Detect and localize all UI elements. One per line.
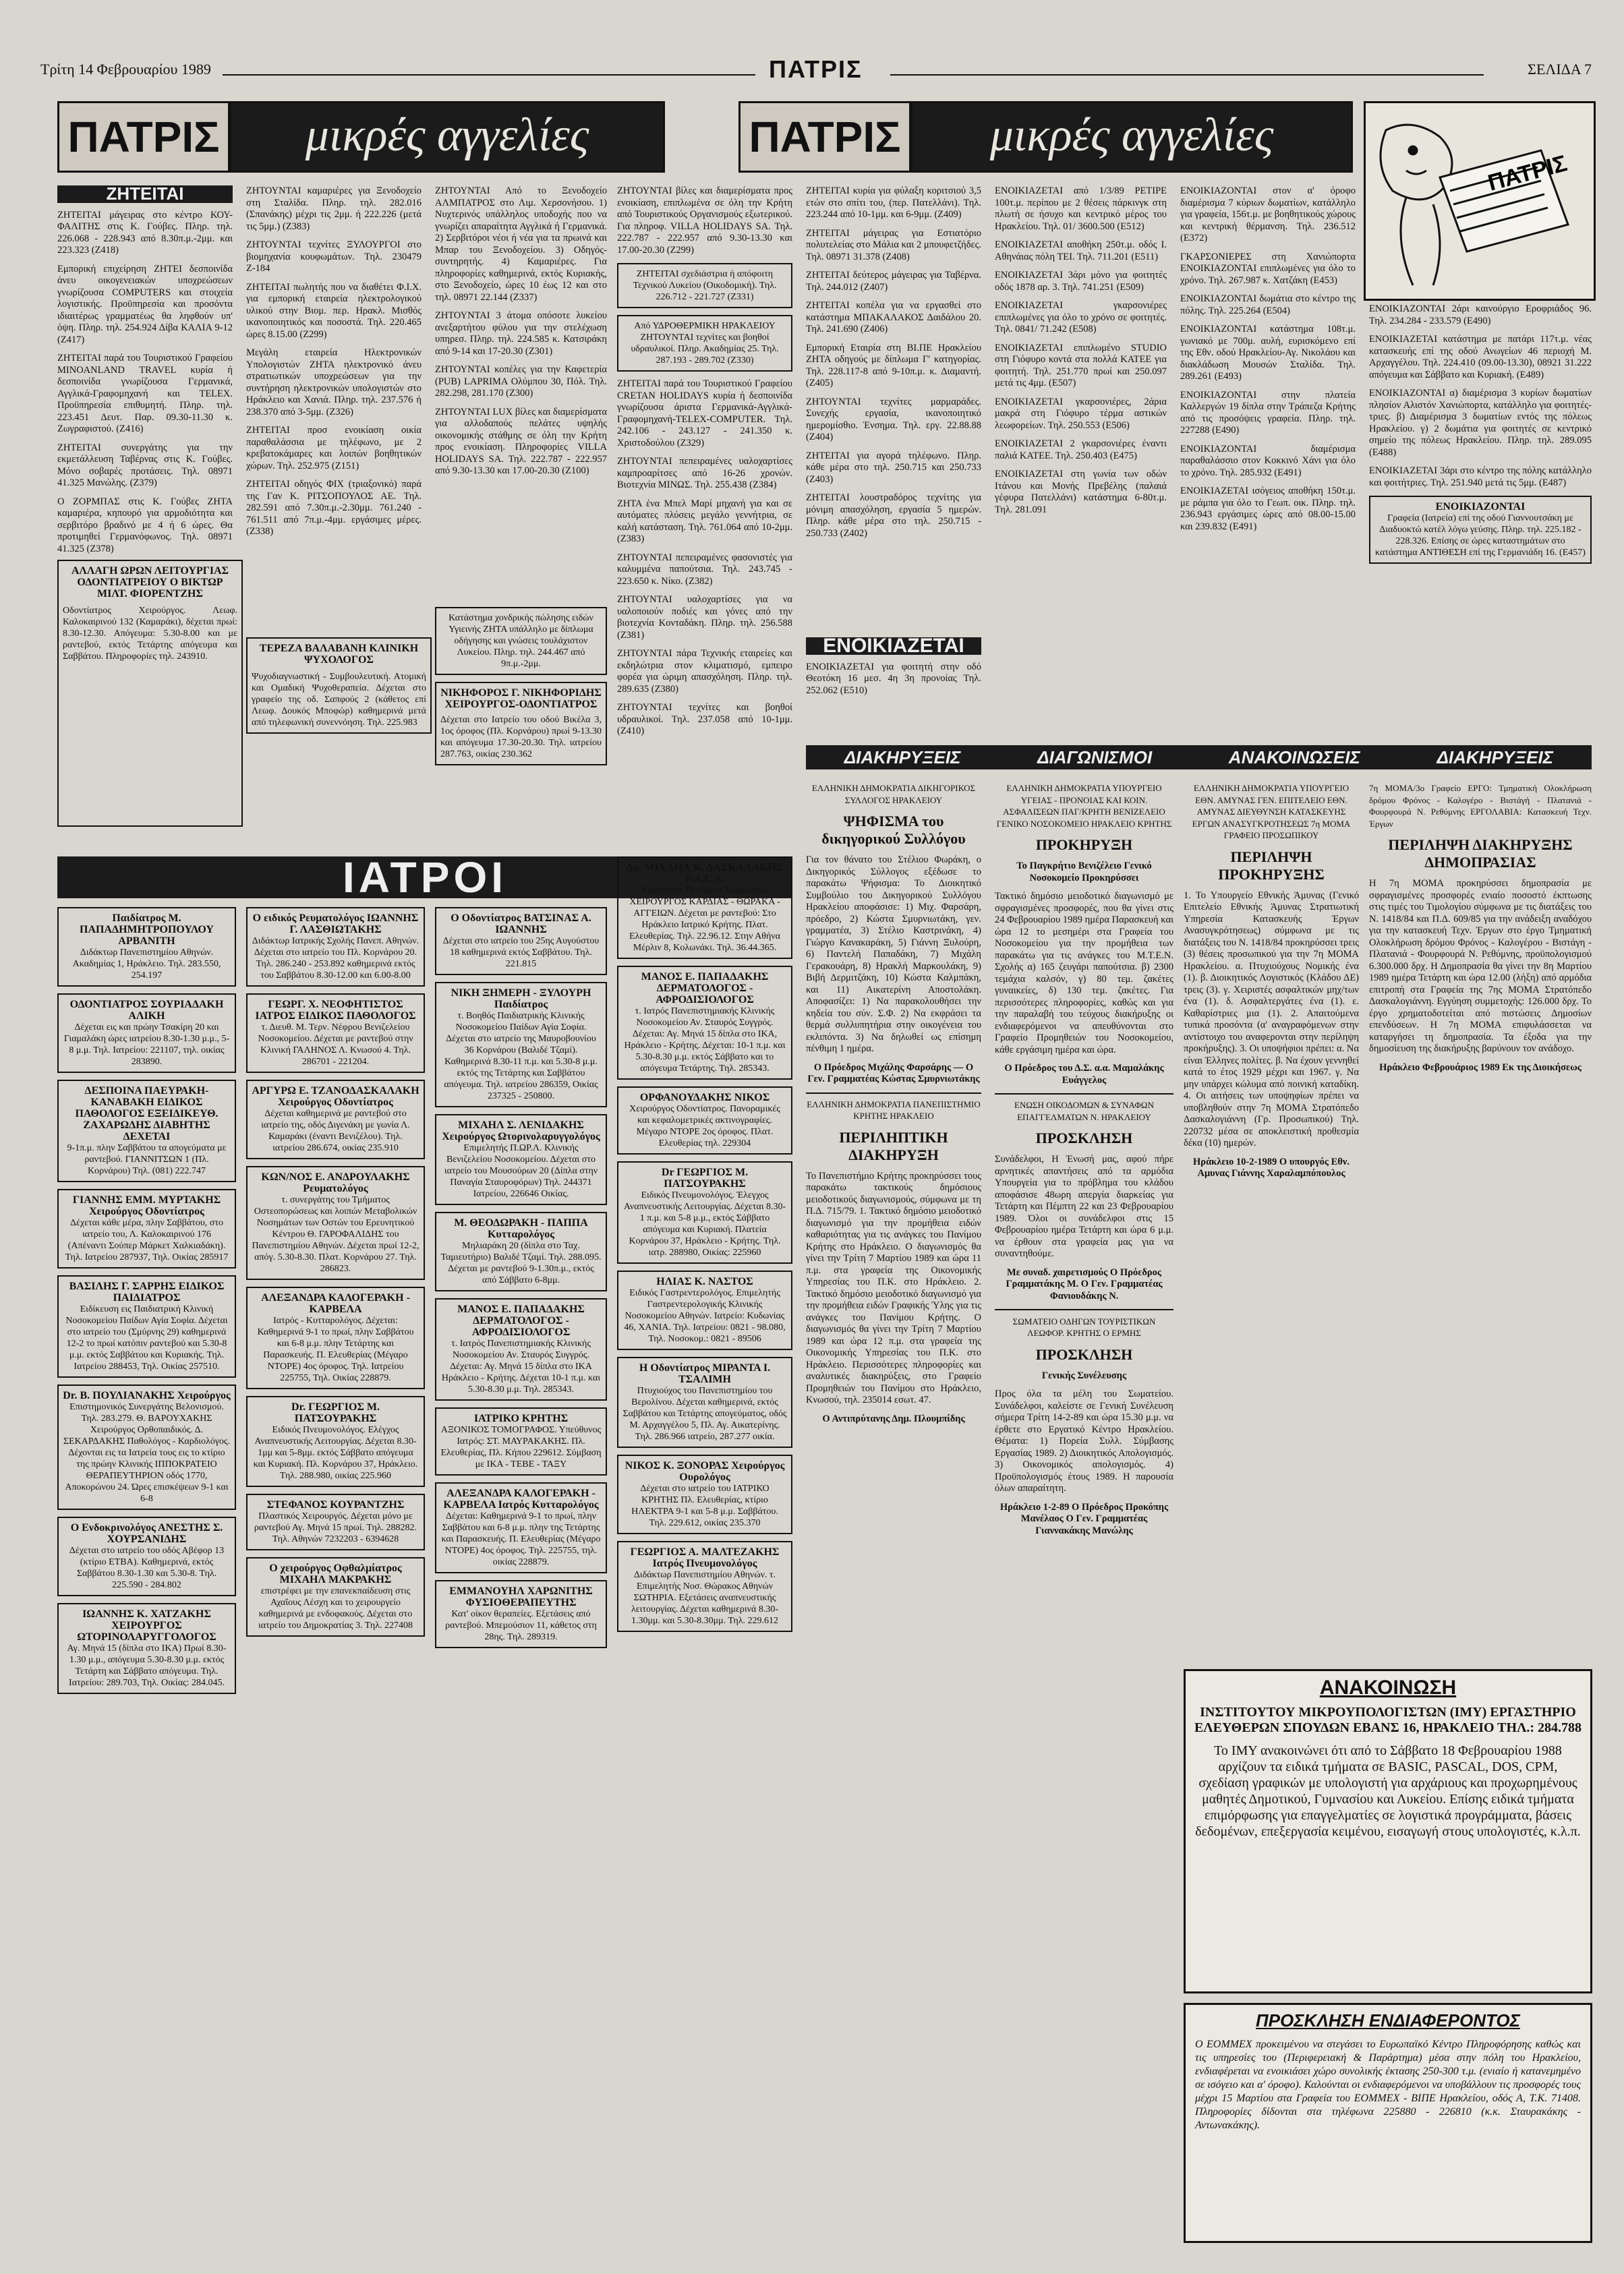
- doctor-details: τ. συνεργάτης του Τμήματος Οστεοπορώσεως και λοιπών Μεταβολικών Νοσημάτων των Οστών του Ερευνητικού Κέντρου Θ. ΓΑΡΟΦΑΛΙΔΗΣ του Πανεπιστημίου Αθηνών. Δέχεται πρωί 12-2, απόγ. 5.30-8.30. Πλατ. Κορνάρου 27. Τηλ. 286823.: [252, 1195, 419, 1274]
- doctor-ad: [617, 1161, 792, 1264]
- header-rule-left: [223, 74, 755, 76]
- page-header: [40, 55, 1592, 88]
- doctor-name: ΜΑΝΟΣ Ε. ΠΑΠΑΔΑΚΗΣ ΔΕΡΜΑΤΟΛΟΓΟΣ - ΑΦΡΟΔΙΣΙΟΛΟΓΟΣ: [457, 1304, 585, 1338]
- notices-column-1: [806, 782, 981, 2246]
- ad: Από ΥΔΡΟΘΕΡΜΙΚΗ ΗΡΑΚΛΕΙΟΥ ΖΗΤΟΥΝΤΑΙ τεχνίτες και βοηθοί υδραυλικοί. Πληρ. Ακαδημίας 25. Τηλ. 287.193 - 289.702 (Ζ330): [631, 321, 779, 366]
- doctor-name: Δρ. ΜΙΧΑΗΛ Κ. ΔΑΣΚΑΛΑΚΗΣ F.A.C.S.: [626, 862, 784, 885]
- ad: ΕΝΟΙΚΙΑΖΟΝΤΑΙ α) διαμέρισμα 3 κυρίων δωματίων πλησίον Αλιστόν Χανιώπορτα, κατάλληλο για φοιτητές-τριες. β) Διαμέρισμα 3 δωματίων εντός της πόλεως Ηρακλείου. γ) 2 δωμάτια για φοιτητές σε κεντρικό σημείο της πόλεως Ηρακλείου. Πληρ. τηλ. 289.095 (Ε488): [1369, 388, 1592, 458]
- ad: ΕΝΟΙΚΙΑΖΕΤΑΙ 2 γκαρσονιέρες έναντι παλιά ΚΑΤΕΕ. Τηλ. 250.403 (Ε475): [995, 438, 1167, 461]
- ad: ΖΗΤΕΙΤΑΙ σχεδιάστρια ή απόφοιτη Τεχνικού Λυκείου (Οικοδομική). Τηλ. 226.712 - 221.727 (Ζ331): [633, 269, 777, 302]
- doctor-details: ΑΞΟΝΙΚΟΣ ΤΟΜΟΓΡΑΦΟΣ. Υπεύθυνος Ιατρός: ΣΤ. ΜΑΥΡΑΚΑΚΗΣ. Πλ. Ελευθερίας, Πλ. Κήπου 229612. Σύμβαση με ΙΚΑ - ΤΕΒΕ - ΤΑΞΥ: [440, 1425, 602, 1469]
- notice-header: ΕΛΛΗΝΙΚΗ ΔΗΜΟΚΡΑΤΙΑ ΥΠΟΥΡΓΕΙΟ ΥΓΕΙΑΣ - ΠΡΟΝΟΙΑΣ ΚΑΙ ΚΟΙΝ. ΑΣΦΑΛΙΣΕΩΝ ΠΑΓ/ΚΡΗΤΗ ΒΕΝΙΖΕΛΕΙΟ ΓΕΝΙΚΟ ΝΟΣΟΚΟΜΕΙΟ ΗΡΑΚΛΕΙΟ ΚΡΗΤΗΣ: [996, 783, 1172, 829]
- doctor-ad: [57, 1384, 236, 1510]
- ad: ΕΝΟΙΚΙΑΖΕΤΑΙ ισόγειος αποθήκη 150τ.μ. με ράμπα για όλο το Γεωπ. οικ. Πληρ. τηλ. 236.943 εργάσιμες ώρες από 08.00-15.00 και 239.832 (Ε491): [1180, 486, 1356, 532]
- doctor-ad: [57, 993, 236, 1073]
- ad: ΕΝΟΙΚΙΑΖΟΝΤΑΙ στην πλατεία Καλλεργών 19 δίπλα στην Τράπεζα Κρήτης από τις προσόψεις γραφεία. Πληρ. τηλ. 227288 (Ε490): [1180, 389, 1356, 436]
- doctor-details: Ιατρός - Κυτταρολόγος. Δέχεται: Καθημερινά 9-1 το πρωί, πλην Σαββάτου και 6-8 μ.μ. πλην Τετάρτης και Παρασκευής. Π. Ελευθερίας (Μέγαρο ΝΤΟΡΕ) 4ος όροφος. Τηλ. Ιατρείου 225755, Τηλ. Οικίας 228879.: [257, 1316, 414, 1383]
- ad: ΖΗΤΕΙΤΑΙ λουστραδόρος τεχνίτης για μόνιμη απασχόληση, εργασία 5 ημερών. Πληρ. κάθε μέρα στο τηλ. 250.715 - 250.733 (Ζ402): [806, 492, 981, 539]
- doctor-details: Διδάκτωρ Πανεπιστημίου Αθηνών. τ. Επιμελητής Νοσ. Θώρακος Αθηνών ΣΩΤΗΡΙΑ. Εξετάσεις αναπνευστικής λειτουργίας. Δέχεται καθημερινά 8.30-1.30μμ. και 5.30-8.30μμ. Τηλ. 229.612: [631, 1570, 779, 1626]
- invitation-body: Ο ΕΟΜΜΕΧ προκειμένου να στεγάσει το Ευρωπαϊκό Κέντρο Πληροφόρησης καθώς και τις υπηρεσίες του (Περιφερειακή & Παράρτημα) μέσα στην πόλη του Ηρακλείου, ενδιαφέρεται να ενοικιάσει χώρο συνολικής έκτασης 250-300 τ.μ. (ενιαίο ή κατανεμημένο σε ισόγειο και α' όροφο). Καλούνται οι ενδιαφερόμενοι να υποβάλλουν τις προσφορές τους μέχρι 15 Μαρτίου στα Γραφεία του ΕΟΜΜΕΧ - ΒΙΠΕ Ηρακλείου, οδός Α, Τ.Κ. 71408. Πληροφορίες δίδονται στα τηλέφωνα 225880 - 226810 (κ.κ. Σταυρακάκης - Αντωνακάκης).: [1195, 2039, 1581, 2131]
- doctor-name: ΗΛΙΑΣ Κ. ΝΑΣΤΟΣ: [656, 1276, 753, 1287]
- ad: ΖΗΤΕΙΤΑΙ παρά του Τουριστικού Γραφείου CRETAN HOLIDAYS κυρία ή δεσποινίδα γνωρίζουσα άριστα Γερμανικά-Αγγλικά-Γραφομηχανή-TELEX-COMPUTER. Τηλ. 242.106 - 243.127 - 241.350 κ. Χριστοδούλου (Ζ329): [617, 378, 792, 448]
- doctor-name: Παιδίατρος Μ. ΠΑΠΑΔΗΜΗΤΡΟΠΟΥΛΟΥ ΑΡΒΑΝΙΤΗ: [80, 912, 214, 947]
- announcement-body: Το ΙΜΥ ανακοινώνει ότι από το Σάββατο 18 Φεβρουαρίου 1988 αρχίζουν τα ειδικά τμήματα σε BASIC, PASCAL, DOS, CPM, σχεδίαση γραφικών με υπολογιστή για αρχάριους και προχωρημένους μαθητές Δημοτικού, Γυμνασίου και Λυκείου. Επίσης ειδικά τμήματα επιμόρφωσης για επαγγελματίες σε λογιστικά προγράμματα, βάσεις δεδομένων, επεξεργασία κειμένου, εισαγωγή στους υπολογιστές, κ.λ.π.: [1195, 1743, 1581, 1839]
- cartoon-sign: ΠΑΤΡΙΣ: [1485, 150, 1570, 196]
- notice-title: ΠΕΡΙΛΗΨΗ ΠΡΟΚΗΡΥΞΗΣ: [1218, 848, 1325, 883]
- ad: ΖΗΤΟΥΝΤΑΙ βίλες και διαμερίσματα προς ενοικίαση, επιπλωμένα σε όλη την Κρήτη από Τουριστικούς Οργανισμούς εξωτερικού. Για πληροφ. VILLA HOLIDAYS SA. Τηλ. 222.787 - 222.957 από 9.30-13.30 και 17.00-20.30 (Ζ299): [617, 185, 792, 256]
- doctor-details: Πλαστικός Χειρουργός. Δέχεται μόνο με ραντεβού Αγ. Μηνά 15 πρωί. Τηλ. 288282. Τηλ. Αθηνών 7232203 - 6394628: [254, 1511, 417, 1544]
- invitation-title: ΠΡΟΣΚΛΗΣΗ ΕΝΔΙΑΦΕΡΟΝΤΟΣ: [1256, 2010, 1520, 2031]
- ad: ΖΗΤΟΥΝΤΑΙ πεπειραμένες υαλοχαρτίσες καμπροαρίτσες από 16-26 χρονών. Βιοτεχνία ΜΙΝΩΣ. Τηλ. 255.438 (Ζ384): [617, 456, 792, 490]
- doctor-ad: [435, 1298, 607, 1401]
- notice-title: ΠΡΟΚΗΡΥΞΗ: [1035, 836, 1133, 853]
- doctor-ad: [435, 1580, 607, 1648]
- ad: ΖΗΤΕΙΤΑΙ μάγειρας στο κέντρο ΚΟΥ-ΦΑΛΙΤΗΣ στις Κ. Γούβες. Πληρ. τηλ. 226.068 - 228.943 από 8.30π.μ.-2μμ. και 223.323 (Ζ418): [57, 209, 233, 256]
- doctor-name: Dr. Β. ΠΟΥΛΙΑΝΑΚΗΣ Χειρούργος: [63, 1390, 231, 1401]
- doctor-ad: [617, 1271, 792, 1350]
- doctor-name: ΚΩΝ/ΝΟΣ Ε. ΑΝΔΡΟΥΛΑΚΗΣ Ρευματολόγος: [261, 1171, 410, 1194]
- invitation-eommex: [1184, 2003, 1592, 2243]
- doctor-name: Η Οδοντίατρος ΜΙΡΑΝΤΑ Ι. ΤΣΑΛΙΜΗ: [639, 1362, 771, 1385]
- doctor-ad: [435, 1114, 607, 1205]
- boxed-ad-text: Κατάστημα χονδρικής πώλησης ειδών Υγιεινής ΖΗΤΑ υπάλληλο με δίπλωμα οδήγησης και γνώσεις τουλάχιστον Λυκείου. Πληρ. τηλ. 244.467 από 9π.μ.-2μμ.: [448, 613, 593, 669]
- boxed-ad-title: ΑΛΛΑΓΗ ΩΡΩΝ ΛΕΙΤΟΥΡΓΙΑΣ ΟΔΟΝΤΙΑΤΡΕΙΟΥ Ο ΒΙΚΤΩΡ ΜΙΛΤ. ΦΙΟΡΕΝΤΖΗΣ: [71, 565, 229, 600]
- boxed-ad: [617, 315, 792, 372]
- doctor-name: ΒΑΣΙΛΗΣ Γ. ΣΑΡΡΗΣ ΕΙΔΙΚΟΣ ΠΑΙΔΙΑΤΡΟΣ: [69, 1281, 225, 1304]
- notices-column-2: [995, 782, 1173, 2246]
- doctor-ad: [57, 1517, 236, 1596]
- ad: ΖΗΤΕΙΤΑΙ για αγορά τηλέφωνο. Πληρ. κάθε μέρα στο τηλ. 250.715 και 250.733 (Ζ403): [806, 450, 981, 485]
- divider: [995, 1309, 1173, 1310]
- boxed-ads-right: [435, 607, 607, 846]
- notice-header: ΕΛΛΗΝΙΚΗ ΔΗΜΟΚΡΑΤΙΑ ΔΙΚΗΓΟΡΙΚΟΣ ΣΥΛΛΟΓΟΣ ΗΡΑΚΛΕΙΟΥ: [811, 783, 976, 805]
- classifieds-column-1: [57, 185, 233, 556]
- doctor-ad: [246, 1080, 425, 1159]
- ad: ΖΗΤΕΙΤΑΙ κοπέλα για να εργασθεί στο κατάστημα ΜΠΑΚΑΛΑΚΟΣ Δαιδάλου 20. Τηλ. 241.690 (Ζ406): [806, 300, 981, 334]
- doctor-details: Δέχεται στο ιατρείο του 25ης Αυγούστου 18 καθημερινά εκτός Σαββάτου. Τηλ. 221.815: [442, 936, 600, 969]
- doctor-details: Αγ. Μηνά 15 (δίπλα στο ΙΚΑ) Πρωί 8.30-1.30 μ.μ., απόγευμα 5.30-8.30 μ.μ. εκτός Τετάρτη και Σάββατο απόγευμα. Τηλ. Ιατρείου: 289.703, Τηλ. Οικίας: 284.045.: [67, 1643, 227, 1688]
- boxed-ad: [617, 263, 792, 308]
- doctor-details: Μηλιαράκη 20 (δίπλα στο Ταχ. Ταμιευτήριο) Βαλιδέ Τζαμί. Τηλ. 288.095. Δέχεται με ραντεβού 9-1.30π.μ., εκτός από Σάββατο 6-8μμ.: [440, 1241, 602, 1285]
- classifieds-column-3: [435, 185, 607, 604]
- ad: ΖΗΤΕΙΤΑΙ οδηγός ΦΙΧ (τριαξονικό) παρά της Γαν Κ. ΡΙΤΣΟΠΟΥΛΟΣ ΑΕ. Τηλ. 282.591 από 7.30π.μ.-2.30μμ. 761.240 - 761.511 από 7π.μ.-4μμ. εργάσιμες μέρες. (Ζ338): [246, 479, 422, 537]
- classifieds-title: μικρές αγγελίες: [229, 101, 665, 173]
- doctor-name: ΣΤΕΦΑΝΟΣ ΚΟΥΡΑΝΤΖΗΣ: [266, 1499, 405, 1511]
- ad: ΕΝΟΙΚΙΑΖΕΤΑΙ επιπλωμένο STUDIO στη Γιόφυρο κοντά στα πολλά ΚΑΤΕΕ για φοιτητή. Τηλ. 251.770 πρωί και 250.097 μετά τις 4μμ. (Ε507): [995, 342, 1167, 388]
- doctor-details: Καθηγητής Παν/μίου Χειρούργος ΧΕΙΡΟΥΡΓΟΣ ΚΑΡΔΙΑΣ - ΘΩΡΑΚΑ - ΑΓΓΕΙΩΝ. Δέχεται με ραντεβού: Στο Ηράκλειο Ιατρικό Κρήτης. Πλατ. Ελευθερίας. Τηλ. 22.96.12. Στην Αθήνα Μέρλιν 8, Κολωνάκι. Τηλ. 36.44.365.: [629, 885, 780, 953]
- doctor-name: ΜΙΧΑΗΛ Σ. ΛΕΝΙΔΑΚΗΣ Χειρούργος Ωτορινολαρυγγολόγος: [442, 1119, 600, 1142]
- boxed-ads-left: [57, 560, 243, 843]
- doctor-ad: [435, 907, 607, 975]
- classifieds-title-2: μικρές αγγελίες: [910, 101, 1353, 173]
- doctor-name: ΙΩΑΝΝΗΣ Κ. ΧΑΤΖΑΚΗΣ ΧΕΙΡΟΥΡΓΟΣ ΩΤΟΡΙΝΟΛΑΡΥΓΓΟΛΟΓΟΣ: [77, 1608, 216, 1643]
- doctor-details: Δέχεται στο ιατρείο του ΙΑΤΡΙΚΟ ΚΡΗΤΗΣ Πλ. Ελευθερίας, κτίριο ΗΛΕΚΤΡΑ 9-1 και 5-8 μ.μ. Σαββάτου. Τηλ. 229.612, οικίας 235.370: [631, 1484, 778, 1528]
- boxed-ads-mid: [246, 637, 432, 846]
- doctor-name: ΓΙΑΝΝΗΣ ΕΜΜ. ΜΥΡΤΑΚΗΣ Χειρούργος Οδοντίατρος: [72, 1194, 221, 1217]
- ad: ΖΗΤΑ ένα Μπελ Μαρί μηχανή για και σε αυτόματες πλύσεις μεγάλο γεννήτρια, σε καλή κατάσταση. Τηλ. 761.064 από 10-2μμ. (Ζ383): [617, 498, 792, 544]
- doctor-details: τ. Ιατρός Πανεπιστημιακής Κλινικής Νοσοκομείου Αν. Σταυρός Συγγρός. Δέχεται: Αγ. Μηνά 15 δίπλα στο ΙΚΑ, Ηράκλειο - Κρήτης. Δέχεται: 10-1 π.μ. και 5.30-8.30 μ.μ. εκτός Σάββατο και το απόγευμα Τετάρτης. Τηλ. 285343.: [624, 1006, 786, 1074]
- classifieds-column-5: [806, 185, 981, 631]
- notice-header: ΣΩΜΑΤΕΙΟ ΟΔΗΓΩΝ ΤΟΥΡΙΣΤΙΚΩΝ ΛΕΩΦΟΡ. ΚΡΗΤΗΣ Ο ΕΡΜΗΣ: [1012, 1316, 1156, 1338]
- doctor-ad: [246, 1557, 425, 1637]
- notice-signature: Ηράκλειο 1-2-89 Ο Πρόεδρος Προκόπης Μανέλαος Ο Γεν. Γραμματέας Γιαννακάκης Μανώλης: [999, 1501, 1169, 1536]
- strip-label-declarations: ΔΙΑΚΗΡΥΞΕΙΣ: [844, 747, 961, 767]
- announcement-title: ΑΝΑΚΟΙΝΩΣΗ: [1319, 1677, 1457, 1699]
- ad: ΖΗΤΟΥΝΤΑΙ κοπέλες για την Καφετερία (PUB) LAPRIMA Ολύμπου 30, Πόλ. Τηλ. 282.298, 281.170 (Ζ300): [435, 364, 607, 399]
- ad: ΕΝΟΙΚΙΑΖΕΤΑΙ γκαρσονιέρες, 2άρια μακρά στη Γιόφυρο τέρμα αστικών λεωφορείων. Τηλ. 250.553 (Ε506): [995, 396, 1167, 431]
- ad: ΕΝΟΙΚΙΑΖΟΝΤΑΙ κατάστημα 108τ.μ. γωνιακό με 700μ. αυλή, ευρισκόμενο επί της Εθν. οδού Ηρακλείου-Αγ. Νικολάου και διακλάδωση Μουσών Σταλίδα. Τηλ. 289.261 (Ε493): [1180, 324, 1356, 382]
- notices-strip: [806, 745, 1592, 769]
- notice-signature: Ο Αντιπρύτανης Δημ. Πλουμπίδης: [822, 1413, 965, 1424]
- ad: ΖΗΤΕΙΤΑΙ δεύτερος μάγειρας για Ταβέρνα. Τηλ. 244.012 (Ζ407): [806, 270, 981, 293]
- doctor-ad: [246, 1166, 425, 1280]
- doctors-column-2: [246, 907, 425, 2239]
- doctor-ad: [57, 1275, 236, 1378]
- header-rule-right: [890, 74, 1484, 76]
- doctor-name: ΓΕΩΡΓΙΟΣ Α. ΜΑΛΤΕΖΑΚΗΣ Ιατρός Πνευμονολόγος: [630, 1546, 780, 1569]
- ad: ΕΝΟΙΚΙΑΖΕΤΑΙ κατάστημα με πατάρι 117τ.μ. νέας κατασκευής επί της οδού Ανωγείων 46 περιοχή Μ. Αρχαγγέλου. Τηλ. 224.410 (09.00-13.30), 08921 31.222 απόγευμα και Σάββατο και Κυριακή. (Ε489): [1369, 334, 1592, 380]
- doctor-name: Dr. ΓΕΩΡΓΙΟΣ Μ. ΠΑΤΣΟΥΡΑΚΗΣ: [291, 1401, 380, 1424]
- doctor-ad: [57, 907, 236, 987]
- notice-title: ΠΡΟΣΚΛΗΣΗ: [1035, 1130, 1133, 1147]
- doctor-details: Δέχεται κάθε μέρα, πλην Σαββάτου, στο ιατρείο του, Λ. Καλοκαιρινού 176 (Απέναντι Σούπερ Μάρκετ Χαλκιαδάκη). Τηλ. Ιατρείου 287937, Τηλ. Οικίας 285917: [65, 1218, 229, 1262]
- section-wanted-header: ΖΗΤΕΙΤΑΙ: [57, 185, 233, 203]
- notice-body: Το Πανεπιστήμιο Κρήτης προκηρύσσει τους παρακάτω τακτικούς δημόσιους μειοδοτικούς διαγωνισμούς, σύμφωνα με τη Π.Δ. 715/79. 1. Τακτικό δημόσιο μειοδοτικό διαγωνισμό για την προμήθεια ειδών καθαριότητας για τις ανάγκες του Πανίμου Κρήτης στο Ηράκλειο. Ο διαγωνισμός θα γίνει την Τρίτη 7 Μαρτίου 1989 και ώρα 11 π.μ. στα γραφεία της Οικονομικής Υπηρεσίας του Π.Κ. στο Ηράκλειο. 2. Τακτικό δημόσιο μειοδοτικό διαγωνισμό για την προμήθεια ειδών Γραφικής Ύλης για τις ανάγκες του Πανίμου Κρήτης. Ο διαγωνισμός θα γίνει την Τρίτη 7 Μαρτίου 1989 και ώρα 12 π.μ. στα γραφεία της Οικονομικής Υπηρεσίας του Π.Κ. στο Ηράκλειο. Περισσότερες πληροφορίες και αναλυτικές διακηρύξεις, στο Γραφείο Προμηθειών του Πανίμου στο Ηράκλειο, Κνωσού, τηλ. 235014 εσωτ. 47.: [806, 1170, 981, 1406]
- classifieds-column-5b: [806, 637, 981, 738]
- patris-logo-2: ΠΑΤΡΙΣ: [738, 101, 911, 173]
- boxed-ad: [57, 560, 243, 827]
- ad: ΕΝΟΙΚΙΑΖΕΤΑΙ 3άρι μόνο για φοιτητές οδός 1878 αρ. 3. Τηλ. 741.251 (Ε509): [995, 270, 1167, 293]
- ad: ΖΗΤΕΙΤΑΙ παρά του Τουριστικού Γραφείου MINOANLAND TRAVEL κυρία ή δεσποινίδα γνωρίζουσα Γερμανικά, Αγγλικά-Γραφομηχανή και TELEX. Προϋπηρεσία επιθυμητή. Πληρ. τηλ. 223.451 Δευτ. Παρ. 09.30-11.30 κ. Ζωγραφιστού. (Ζ416): [57, 353, 233, 434]
- doctor-ad: [435, 1482, 607, 1573]
- ad: ΖΗΤΟΥΝΤΑΙ Από το Ξενοδοχείο ΑΛΜΠΑΤΡΟΣ στο Λιμ. Χερσονήσου. 1) Νυχτερινός υπάλληλος υποδοχής που να γνωρίζει απαραίτητα Αγγλικά ή Γερμανικά. 2) Σερβιτόροι νέοι ή νέα για τα πρωινά και Μπαρ του Ξενοδοχείου. 3) Οδηγός-συντηρητής. 4) Καμαριέρες. Για πληροφορίες καθημερινά, εκτός Κυριακής, στο Ξενοδοχείο, ώρες 10 έως 12 και στο τηλ. 08971 22.144 (Ζ337): [435, 185, 607, 303]
- boxed-ad-text: Δέχεται στο Ιατρείο του οδού Βικέλα 3, 1ος όροφος (Πλ. Κορνάρου) πρωί 9-13.30 και απόγευμα 17.30-20.30. Τηλ. ιατρείου 287.763, οικίας 230.362: [440, 715, 602, 759]
- doctor-details: Επιμελητής Π.ΩΡ.Λ. Κλινικής Βενιζελείου Νοσοκομείου. Δέχεται στο ιατρείο του Μουσούρων 20 (Δίπλα στην Παναγία Σταυροφόρων) Τηλ. 244371 Ιατρείου, 226646 Οικίας.: [444, 1143, 598, 1199]
- ad: ΕΝΟΙΚΙΑΖΕΤΑΙ αποθήκη 250τ.μ. οδός Ι. Αθηνάιας πόλη ΤΕΙ. Τηλ. 711.201 (Ε511): [995, 239, 1167, 262]
- ad: ΖΗΤΟΥΝΤΑΙ υαλοχαρτίσες για να υαλοποιούν ποδιές και γόνες από την βιοτεχνία Κονταδάκη. Πληρ. τηλ. 256.588 (Ζ381): [617, 594, 792, 641]
- doctor-ad: [617, 966, 792, 1080]
- doctor-name: Ο Ενδοκρινολόγος ΑΝΕΣΤΗΣ Σ. ΧΟΥΡΣΑΝΙΔΗΣ: [70, 1522, 223, 1545]
- notice-title: ΠΕΡΙΛΗΨΗ ΔΙΑΚΗΡΥΞΗΣ ΔΗΜΟΠΡΑΣΙΑΣ: [1388, 836, 1573, 871]
- doctor-ad: [617, 1357, 792, 1448]
- ad: Εμπορική επιχείρηση ΖΗΤΕΙ δεσποινίδα άνευ οικογενειακών υποχρεώσεων γνωρίζουσα COMPUTERS και στοιχεία λογιστικής. Προϋπηρεσία και προσόντα ιδιαιτέρως γραμματέως θα ληφθούν υπ' όψη. Πληρ. τηλ. 254.924 Δίβα ΚΑΛΙΑ 9-12 (Ζ417): [57, 263, 233, 345]
- notices-column-4: [1369, 782, 1592, 1652]
- boxed-ad: [435, 682, 607, 765]
- doctor-details: Ειδικός Πνευμονολόγος. Έλεγχος Αναπνευστικής Λειτουργίας. Δέχεται 8.30-1 π.μ. και 5-8 μ.μ., εκτός Σάββατο απόγευμα και Κυριακή. Πλατεία Κορνάρου 37, Ηράκλειο - Κρήτης. Τηλ. ιατρ. 288980, Οικίας: 225960: [623, 1190, 786, 1258]
- announcement-org: ΙΝΣΤΙΤΟΥΤΟΥ ΜΙΚΡΟΥΠΟΛΟΓΙΣΤΩΝ (ΙΜΥ) ΕΡΓΑΣΤΗΡΙΟ ΕΛΕΥΘΕΡΩΝ ΣΠΟΥΔΩΝ ΕΒΑΝΣ 16, ΗΡΑΚΛΕΙΟ ΤΗΛ.: 284.788: [1194, 1705, 1582, 1735]
- strip-label-competitions: ΔΙΑΓΩΝΙΣΜΟΙ: [1037, 747, 1153, 767]
- doctor-details: τ. Διευθ. Μ. Τερν. Νέφρου Βενιζελείου Νοσοκομείου. Δέχεται με ραντεβού στην Κλινική ΓΑΛΗΝΟΣ Λ. Κνωσού 4. Τηλ. 286701 - 221204.: [258, 1022, 413, 1067]
- ad: ΖΗΤΟΥΝΤΑΙ πάρα Τεχνικής εταιρείες και εκδηλώτρια στον κλιματισμό, εμπειρο φορέα για ώριμη απασχόληση. Πληρ. τηλ. 289.635 (Ζ380): [617, 648, 792, 695]
- ad: Εμπορική Εταιρία στη ΒΙ.ΠΕ Ηρακλείου ΖΗΤΑ οδηγούς με δίπλωμα Γ' κατηγορίας. Τηλ. 228.117-8 από 9-10π.μ. κ. Διαμαντή. (Ζ405): [806, 342, 981, 388]
- doctor-name: ΟΡΦΑΝΟΥΔΑΚΗΣ ΝΙΚΟΣ: [639, 1092, 770, 1103]
- doctor-ad: [435, 982, 607, 1107]
- boxed-ad-title: ΝΙΚΗΦΟΡΟΣ Γ. ΝΙΚΗΦΟΡΙΔΗΣ ΧΕΙΡΟΥΡΓΟΣ-ΟΔΟΝΤΙΑΤΡΟΣ: [440, 687, 602, 710]
- strip-label-declarations-2: ΔΙΑΚΗΡΥΞΕΙΣ: [1437, 747, 1554, 767]
- announcement-imy: [1184, 1669, 1592, 1993]
- ad: Ο ΖΟΡΜΠΑΣ στις Κ. Γούβες ΖΗΤΑ καμαριέρα, κηπουρό για αρμοδιότητα και σερβιτόρο βραδινό με 4 ή 6 ώρες. Θα προτιμηθεί Γερμανόφωνος. Τηλ. 08971 41.325 (Ζ378): [57, 496, 233, 554]
- notices-column-3: [1184, 782, 1359, 1652]
- doctor-name: Ο Οδοντίατρος ΒΑΤΣΙΝΑΣ Α. ΙΩΑΝΝΗΣ: [451, 912, 591, 935]
- section-for-rent-header: ΕΝΟΙΚΙΑΖΕΤΑΙ: [806, 637, 981, 655]
- doctor-details: Διδάκτωρ Ιατρικής Σχολής Πανεπ. Αθηνών. Δέχεται στο ιατρείο του Πλ. Κορνάρου 20. Τηλ. 286.240 - 253.892 καθημερινά εκτός του Σαββάτου 8.30-12.00 και 6.00-8.00: [252, 936, 419, 981]
- cartoon-drawing: [1366, 103, 1594, 299]
- notice-header: ΕΝΩΣΗ ΟΙΚΟΔΟΜΩΝ & ΣΥΝΑΦΩΝ ΕΠΑΓΓΕΛΜΑΤΩΝ Ν. ΗΡΑΚΛΕΙΟΥ: [1014, 1100, 1154, 1122]
- doctor-ad: [617, 1455, 792, 1534]
- ad: ΕΝΟΙΚΙΑΖΟΝΤΑΙ στον α' όροφο διαμέρισμα 7 κύριων δωματίων, κατάλληλο για γραφεία, 156τ.μ. με βοηθητικούς χώρους και κεντρική θέρμανση. Τηλ. 236.512 (Ε372): [1180, 185, 1356, 243]
- doctor-details: Δέχεται στο ιατρείο του οδός Αβέφορ 13 (κτίριο ΕΤΒΑ). Καθημερινά, εκτός Σαββάτου 8.30-1.30 και 5.30-8. Τηλ. 225.590 - 284.802: [69, 1546, 225, 1590]
- notice-signature: Ηράκλειο 10-2-1989 Ο υπουργός Εθν. Αμυνας Γιάννης Χαραλαμπόπουλος: [1193, 1156, 1350, 1179]
- boxed-ad-title: ΤΕΡΕΖΑ ΒΑΛΑΒΑΝΗ ΚΛΙΝΙΚΗ ΨΥΧΟΛΟΓΟΣ: [259, 643, 419, 666]
- ad: ΓΚΑΡΣΟΝΙΕΡΕΣ στη Χανιώπορτα ΕΝΟΙΚΙΑΖΟΝΤΑΙ επιπλωμένες για όλο το χρόνο. Τηλ. 267.987 κ. Χατζάκη (Ε453): [1180, 251, 1356, 286]
- ad: ΕΝΟΙΚΙΑΖΕΤΑΙ 3άρι στο κέντρο της πόλης κατάλληλο και φοιτήτριες. Τηλ. 251.940 μετά τις 5μμ. (Ε487): [1369, 465, 1592, 488]
- ad: ΖΗΤΟΥΝΤΑΙ LUX βίλες και διαμερίσματα για αλλοδαπούς πελάτες υψηλής οικονομικής στάθμης σε όλη την Κρήτη προς ενοικίαση. Πληροφορίες VILLA HOLIDAYS SA. Τηλ. 222.787 - 222.957 από 9.30-13.30 και 17.00-20.30 (Ζ100): [435, 406, 607, 476]
- classifieds-column-2: [246, 185, 422, 634]
- doctor-name: ΑΡΓΥΡΩ Ε. ΤΖΑΝΟΔΑΣΚΑΛΑΚΗ Χειρούργος Οδοντίατρος: [252, 1085, 419, 1108]
- doctor-name: ΕΜΜΑΝΟΥΗΛ ΧΑΡΩΝΙΤΗΣ ΦΥΣΙΟΘΕΡΑΠΕΥΤΗΣ: [449, 1585, 593, 1608]
- boxed-ad: [435, 607, 607, 675]
- doctor-details: τ. Ιατρός Πανεπιστημιακής Κλινικής Νοσοκομείου Αν. Σταυρός Συγγρός. Δέχεται: Αγ. Μηνά 15 δίπλα στο ΙΚΑ Ηράκλειο - Κρήτης. Δέχεται 10-1 π.μ. και 5.30-8.30 μ.μ. Τηλ. 285343.: [441, 1339, 601, 1395]
- classifieds-column-7: [1180, 185, 1356, 732]
- ad: ΖΗΤΟΥΝΤΑΙ τεχνίτες μαρμαράδες. Συνεχής εργασία, ικανοποιητικό ημερομίσθιο. Ένσημα. Τηλ. εργ. 22.88.88 (Ζ404): [806, 396, 981, 442]
- doctor-details: επιστρέφει με την επανεκπαίδευση στις Αχαΐους Λέσχη και το χειρουργείο καθημερινά με ενδοφακούς. Δέχεται στο ιατρείο του Δημοκρατίας 3. Τηλ. 227408: [258, 1586, 413, 1631]
- doctor-details: Δέχεται: Καθημερινά 9-1 το πρωί, πλην Σαββάτου και 6-8 μ.μ. πλην της Τετάρτης και Παρασκευής. Π. Ελευθερίας (Μέγαρο ΝΤΟΡΕ) 4ος όροφος. Τηλ. 225755, τηλ. οικίας 228879.: [441, 1511, 601, 1567]
- page-number: ΣΕΛΙΔΑ 7: [1528, 61, 1592, 78]
- doctor-name: ΔΕΣΠΟΙΝΑ ΠΑΕΥΡΑΚΗ-ΚΑΝΑΒΑΚΗ ΕΙΔΙΚΟΣ ΠΑΘΟΛΟΓΟΣ ΕΞΕΙΔΙΚΕΥΘ. ΖΑΧΑΡΩΔΗΣ ΔΙΑΒΗΤΗΣ ΔΕΧΕΤΑΙ: [75, 1085, 219, 1142]
- doctor-name: ΑΛΕΞΑΝΔΡΑ ΚΑΛΟΓΕΡΑΚΗ - ΚΑΡΒΕΛΑ Ιατρός Κυτταρολόγος: [443, 1488, 599, 1511]
- boxed-ad-title: ΕΝΟΙΚΙΑΖΟΝΤΑΙ: [1435, 501, 1526, 513]
- ad: ΖΗΤΟΥΝΤΑΙ 3 άτομα οπόσοτε λυκείου ανεξαρτήτου φύλου για την στελέχωση υπηρεσ. Πληρ. τηλ. 224.585 κ. Κατσιράκη από 9-14 και 17-20.30 (Ζ301): [435, 310, 607, 357]
- divider: [806, 1092, 981, 1094]
- masthead: ΠΑΤΡΙΣ: [769, 55, 863, 83]
- ad: ΖΗΤΟΥΝΤΑΙ τεχνίτες και βοηθοί υδραυλικοί. Τηλ. 237.058 από 10-1μμ. (Ζ410): [617, 702, 792, 736]
- notice-title: ΠΕΡΙΛΗΠΤΙΚΗ ΔΙΑΚΗΡΥΞΗ: [839, 1128, 948, 1163]
- doctor-ad: [246, 1287, 425, 1389]
- patris-logo: ΠΑΤΡΙΣ: [57, 101, 230, 173]
- doctor-ad: [57, 1603, 236, 1694]
- boxed-ad: [246, 637, 432, 734]
- ad: ΕΝΟΙΚΙΑΖΕΤΑΙ για φοιτητή στην οδό Θεοτόκη 16 μεσ. 4η 3η προνοίας Τηλ. 252.062 (Ε510): [806, 661, 981, 696]
- doctor-details: Επιστημονικός Συνεργάτης Βελονισμού. Τηλ. 283.279. Θ. ΒΑΡΟΥΧΑΚΗΣ Χειρούργος Ορθοπαιδικός. Δ. ΣΕΚΑΡΔΑΚΗΣ Παθολόγος - Καρδιολόγος. Δέχονται εις τα Ιατρεία τους εις το κτίριο της πρώην Κλινικής ΙΠΠΟΚΡΑΤΕΙΟ ΘΕΡΑΠΕΥΤΗΡΙΟΝ οδός 1770, Αποκορώνου 24. Ώρες επισκέψεων 9-1 και 6-8: [63, 1402, 231, 1504]
- doctor-name: ΝΙΚΗ ΞΗΜΕΡΗ - ΞΥΛΟΥΡΗ Παιδίατρος: [451, 987, 591, 1010]
- ad: ΖΗΤΕΙΤΑΙ συνεργάτης για την εκμετάλλευση Ταβέρνας στις Κ. Γούβες. Μόνο σοβαρές προτάσεις. Τηλ. 08971 41.325 Μανώλης. (Ζ379): [57, 442, 233, 488]
- doctor-details: Ειδίκευση εις Παιδιατρική Κλινική Νοσοκομείου Παίδων Αγία Σοφία. Δέχεται στο ιατρείο του (Σμύρνης 29) καθημερινά 12-2 το πρωί κατόπιν ραντεβού και 5.30-8 μ.μ. εκτός Σαββάτου και Κυριακής. Τηλ. Ιατρείου 288453, Τηλ. Οικίας 257510.: [65, 1304, 228, 1372]
- doctor-ad: [246, 1396, 425, 1487]
- issue-date: Τρίτη 14 Φεβρουαρίου 1989: [40, 61, 211, 78]
- doctor-details: Χειρούργος Οδοντίατρος. Πανοραμικές και κεφαλομετρικές ακτινογραφίες. Μέγαρο ΝΤΟΡΕ 2ος όροφος. Πλατ. Ελευθερίας τηλ. 229304: [629, 1104, 780, 1148]
- doctor-ad: [617, 1086, 792, 1155]
- doctor-details: Δέχεται καθημερινά με ραντεβού στο ιατρείο της, οδός Διγενάκη με γωνία Λ. Καμαράκι (έναντι Βενιζέλου). Τηλ. ιατρείου 286.674, οικίας 235.910: [261, 1109, 410, 1153]
- ad: ΕΝΟΙΚΙΑΖΟΝΤΑΙ διαμέρισμα παραθαλάσσιο στον Κοκκινό Χάνι για όλο το χρόνο. Τηλ. 285.932 (Ε491): [1180, 443, 1356, 478]
- doctor-name: ΜΑΝΟΣ Ε. ΠΑΠΑΔΑΚΗΣ ΔΕΡΜΑΤΟΛΟΓΟΣ - ΑΦΡΟΔΙΣΙΟΛΟΓΟΣ: [641, 971, 769, 1005]
- ad: Μεγάλη εταιρεία Ηλεκτρονικών Υπολογιστών ΖΗΤΑ ηλεκτρονικό άνευ στρατιωτικών υποχρεώσεων για την συντήρηση ηλεκτρονικών υπολογιστών στο Ηράκλειο και Χανιά. Πληρ. τηλ. 237.576 ή 238.370 από 3-5μμ. (Ζ326): [246, 347, 422, 417]
- doctor-ad: [57, 1189, 236, 1269]
- ad: ΖΗΤΕΙΤΑΙ πωλητής που να διαθέτει Φ.Ι.Χ. για εμπορική εταιρεία ηλεκτρολογικού υλικού στην Βιομ. περ. Ηρακλ. Μισθός ικανοποιητικός και ποσοστά. Τηλ. 220.465 ώρες 8.15.00 (Ζ299): [246, 281, 422, 340]
- ad: ΕΝΟΙΚΙΑΖΕΤΑΙ στη γωνία των οδών Ιτάνου και Μονής Πρεβέλης (παλαιά γέφυρα Πατελλάνι) κατάστημα 6-80τ.μ. Τηλ. 281.091: [995, 469, 1167, 515]
- doctor-name: Ο χειρούργος Οφθαλμίατρος ΜΙΧΑΗΛ ΜΑΚΡΑΚΗΣ: [269, 1563, 402, 1585]
- notice-header: 7η ΜΟΜΑ/3ο Γραφείο ΕΡΓΟ: Τμηματική Ολοκλήρωση δρόμου Φρόνος - Καλογέρο - Βιστάγή - Πλατανιά - Φουρφουρά Ν. Ρεθύμνης ΕΡΓΟΛΑΒΙΑ: Κατασκευή Τεχν. Έργων: [1369, 783, 1592, 829]
- cartoon-illustration: [1364, 101, 1596, 301]
- strip-label-announcements: ΑΝΑΚΟΙΝΩΣΕΙΣ: [1228, 747, 1360, 767]
- boxed-ad-text: Γραφεία (Ιατρεία) επί της οδού Γιαννουτσάκη με Διαδυοκτώ κατέλ λόγω γεύσης. Πληρ. τηλ. 225.182 - 228.326. Επίσης σε ώρες καταστημάτων στο κατάστημα ΑΝΤΙΘΕΣΗ επί της Γερμανιάδη 16. (Ε457): [1375, 513, 1586, 558]
- notice-body: Συνάδελφοι, Η Ένωσή μας, αφού πήρε αρνητικές απαντήσεις από τα αρμόδια Υπουργεία για το πρόβλημα του κλάδου αποφάσισε 48ωρη απεργία διαρκείας για Τετάρτη και Πέμπτη 22 και 23 Φεβρουαρίου 1989. Όλοι οι συνάδελφοι στις 15 Φεβρουαρίου ημέρα Τετάρτη και ώρα 6 μ.μ. να έρθουν στα γραφεία μας για να συναντηθούμε.: [995, 1154, 1173, 1260]
- doctor-ad: [246, 907, 425, 987]
- doctor-details: Ειδικός Γαστρεντερολόγος. Επιμελητής Γαστρεντερολογικής Κλινικής Νοσοκομείου Αθηνών. Ιατρείο: Κυδωνίας 46, ΧΑΝΙΑ. Τηλ. Ιατρείου: 0821 - 98.080, Τηλ. Νοσοκομ.: 0821 - 89506: [624, 1288, 786, 1344]
- doctor-details: 9-1π.μ. πλην Σαββάτου τα απογεύματα με ραντεβού. ΓΙΑΝΝΙΤΣΩΝ 1 (Πλ. Κορνάρου) Τηλ. (081) 222.747: [67, 1143, 227, 1176]
- ad: ΕΝΟΙΚΙΑΖΟΝΤΑΙ 2άρι καινούργιο Εροφριάδος 96. Τηλ. 234.284 - 233.579 (Ε490): [1369, 303, 1592, 326]
- doctors-column-3: [435, 907, 607, 2239]
- ad: ΖΗΤΟΥΝΤΑΙ πεπειραμένες φασονιστές για καλυμμένα παπούτσια. Τηλ. 243.745 - 223.650 κ. Νίκο. (Ζ382): [617, 552, 792, 587]
- doctor-ad: [617, 856, 792, 959]
- doctors-column-4: [617, 856, 792, 2239]
- notice-signature: Ο Πρόεδρος Μιχάλης Φαρσάρης — Ο Γεν. Γραμματέας Κώστας Σμυρνιωτάκης: [807, 1061, 980, 1084]
- doctor-name: ΟΔΟΝΤΙΑΤΡΟΣ ΣΟΥΡΙΑΔΑΚΗ ΑΛΙΚΗ: [69, 999, 224, 1022]
- doctor-ad: [57, 1080, 236, 1182]
- ad: ΖΗΤΕΙΤΑΙ μάγειρας για Εστιατόριο πολυτελείας στο Μάλια και 2 μπουφετζήδες. Τηλ. 08971 31.378 (Ζ408): [806, 227, 981, 262]
- classifieds-column-6: [995, 185, 1167, 732]
- doctor-name: Ο ειδικός Ρευματολόγος ΙΩΑΝΝΗΣ Γ. ΛΑΣΘΙΩΤΑΚΗΣ: [252, 912, 419, 935]
- doctor-ad: [435, 1212, 607, 1291]
- notice-signature: Ο Πρόεδρος του Δ.Σ. α.α. Μαμαλάκης Ευάγγελος: [1004, 1063, 1164, 1086]
- notice-body: 1. Το Υπουργείο Εθνικής Άμυνας (Γενικό Επιτελείο Εθνικής Άμυνας Στρατιωτική Υπηρεσία Κατασκευής Έργων Ανασυγκρότησεως) σύμφωνα με τις διατάξεις του Ν. 1418/84 προκηρύσσει τρεις (3) θέσεις προσωπικού για την 7η ΜΟΜΑ Ηρακλείου. α. Πτυχιούχους Νομικής ένα (1). β. Διοικητικός Λογιστικός (Κλάδου ΔΕ) τρεις (3). γ. Χειριστές ασφαλτικών μηχ/των ένα (1). δ. Ασφαλτεργάτες ένα (1). ε. Καθαρίστριες μια (1). 2. Απαιτούμενα τυπικά προσόντα (α' αναγραφόμενων στην αντίστοιχο του αναφερονται στην περίληψη προκήρυξης). 3. Οι υποψήφιοι πρέπει: α. Να είναι Έλληνες πολίτες. β. Να έχουν γεννηθεί κατά το έτος 1929 μέχρι και 1967. γ. Να μην υπάρχει κώλυμα από ποινική καταδίκη. 4. Οι αιτήσεις των υποψηφίων πρέπει να υποβληθούν στην 7η ΜΟΜΑ Στρατόπεδο Δασκαλογιάννη (Γρ. Προσωπικού) Τηλ. 220732 μέσα σε αποκλειστική προθεσμία δέκα (10) ημερών.: [1184, 890, 1359, 1148]
- divider: [995, 1093, 1173, 1095]
- ad: ΖΗΤΟΥΝΤΑΙ τεχνίτες ΞΥΛΟΥΡΓΟΙ στο βιομηχανία κουφωμάτων. Τηλ. 230479 Ζ-184: [246, 239, 422, 274]
- ad: ΕΝΟΙΚΙΑΖΕΤΑΙ από 1/3/89 ΡΕΤΙΡΕ 100τ.μ. περίπου με 2 θέσεις πάρκινγκ στη πλωτή σε ήσυχο και κεντρικό μέρος του Ηρακλείου. Τηλ. 01/ 3600.500 (Ε512): [995, 185, 1167, 232]
- notice-title: ΠΡΟΣΚΛΗΣΗ: [1035, 1345, 1133, 1363]
- ad: ΖΗΤΟΥΝΤΑΙ καμαριέρες για Ξενοδοχείο στη Σταλίδα. Πληρ. τηλ. 282.016 (Σπανάκης) μέχρι τις 2μμ. ή 222.226 (μετά τις 5μμ.) (Ζ383): [246, 185, 422, 232]
- notice-subtitle: Το Παγκρήτιο Βενιζέλειο Γενικό Νοσοκομείο Προκηρύσσει: [1016, 861, 1152, 883]
- ad: ΖΗΤΕΙΤΑΙ προσ ενοικίαση οικία παραθαλάσσια με τηλέφωνο, με 2 κρεβατοκάμαρες και λοιπών βοηθητικών χώρων. Τηλ. 252.975 (Ζ151): [246, 425, 422, 471]
- notice-subtitle: Γενικής Συνέλευσης: [1041, 1370, 1127, 1381]
- doctor-details: τ. Βοηθός Παιδιατρικής Κλινικής Νοσοκομείου Παίδων Αγία Σοφία. Δέχεται στο ιατρείο της Μαυροβουνίου 36 Κορνάρου (Βαλιδέ Τζαμί). Καθημερινά 8.30-11 π.μ. και 5.30-8 μ.μ. εκτός της Τετάρτης και Σαββάτου απόγευμα. Τηλ. ιατρείου 286359, Οικίας 237325 - 250800.: [444, 1011, 598, 1101]
- boxed-ad-text: Ψυχοδιαγνωστική - Συμβουλευτική. Ατομική και Ομαδική Ψυχοθεραπεία. Δέχεται στο γραφείο της οδ. Σαπφούς 2 (κάθετος επί Λεωφ. Δουκός Μποφώρ) καθημερινά μετά από τηλεφωνική συνεννόηση. Τηλ. 225.983: [252, 672, 426, 728]
- notice-signature: Με συναδ. χαιρετισμούς Ο Πρόεδρος Γραμματάκης Μ. Ο Γεν. Γραμματέας Φανιουδάκης Ν.: [1006, 1266, 1163, 1302]
- classifieds-column-4: [617, 185, 792, 846]
- notice-body: Τακτικό δημόσιο μειοδοτικό διαγωνισμό με σφραγισμένες προσφορές, που θα γίνει στις 24 Φεβρουαρίου 1989 ημέρα Παρασκευή και ώρα 12 το μεσημέρι στα Γραφεία του Νοσοκομείου για την προμήθεια των παρακάτω για τις ανάγκες του Μ.Τ.Ε.Ν. Σχολής α) 165 ζευγάρι παπούτσια. β) 2300 τεμάχια καλσόν, γ) 80 τεμ. ζακέτες γυναικείες, δ) 130 τεμ. ζακέτες. Για περισσότερες πληροφορίες, καθώς και για την παραλαβή του τεύχους διακήρυξης οι ενδιαφερόμενοι να απευθύνονται στο Γραφείο Προμηθειών του Νοσοκομείου, κάθε εργάσιμη ημέρα και ώρα.: [995, 891, 1173, 1055]
- classifieds-column-8: [1369, 303, 1592, 735]
- doctor-ad: [246, 993, 425, 1073]
- notice-body: Προς όλα τα μέλη του Σωματείου. Συνάδελφοι, καλείστε σε Γενική Συνέλευση σήμερα Τρίτη 14-2-89 και ώρα 15.30 μ.μ. να έρθετε στο Εργατικό Κέντρο Ηρακλείου. Θέματα: 1) Πορεία Συλλ. Σύμβασης Εργασίας 1989. 2) Διοικητικός Απολογισμός. 3) Οικονομικός απολογισμός. 4) Προϋπολογισμός έτους 1989. Η παρουσία όλων απαραίτητη.: [995, 1389, 1173, 1494]
- doctor-details: Πτυχιούχος του Πανεπιστημίου του Βερολίνου. Δέχεται καθημερινά, εκτός Σαββάτου και Τετάρτης απογεύματος, οδός Μ. Αρχαγγέλου 5, Πλ. Αγ. Αικατερίνης. Τηλ. 286.966 ιατρείο, 287.277 οικία.: [622, 1386, 787, 1442]
- doctor-details: Διδάκτωρ Πανεπιστημίου Αθηνών. Ακαδημίας 1, Ηράκλειο. Τηλ. 283.550, 254.197: [72, 948, 221, 981]
- ad: ΕΝΟΙΚΙΑΖΕΤΑΙ γκαρσονιέρες επιπλωμένες για όλο το χρόνο σε φοιτητές. Τηλ. 0841/ 71.242 (Ε508): [995, 300, 1167, 334]
- doctor-name: ΝΙΚΟΣ Κ. ΞΟΝΟΡΑΣ Χειρούργος Ουρολόγος: [625, 1460, 785, 1483]
- doctor-name: ΑΛΕΞΑΝΔΡΑ ΚΑΛΟΓΕΡΑΚΗ - ΚΑΡΒΕΛΑ: [261, 1292, 410, 1315]
- doctors-section-banner: ΙΑΤΡΟΙ: [57, 856, 792, 898]
- ad: ΕΝΟΙΚΙΑΖΟΝΤΑΙ δωμάτια στο κέντρο της πόλης. Τηλ. 225.264 (Ε504): [1180, 293, 1356, 316]
- doctor-details: Ειδικός Πνευμονολόγος. Ελέγχος Αναπνευστικής Λειτουργίας. Δέχεται 8.30-1μμ και 5-8μμ. εκτός Σάββατο απόγευμα και Κυριακή. Πλ. Κορνάρου 37, Ηράκλειο. Τηλ. 288.980, οικίας 225.960: [253, 1425, 418, 1481]
- doctor-name: ΙΑΤΡΙΚΟ ΚΡΗΤΗΣ: [473, 1413, 569, 1424]
- doctor-details: Κατ' οίκον θεραπείες. Εξετάσεις από ραντεβού. Μπεμούσιον 11, κάθετος στη 28ης. Τηλ. 289319.: [445, 1609, 597, 1642]
- notice-body: Για τον θάνατο του Στέλιου Φωράκη, ο Δικηγορικός Σύλλογος εξέδωσε το παρακάτω Ψήφισμα: Το Διοικητικό Συμβούλιο του Δικηγορικού Συλλόγου Ηρακλείου αποφάσισε: 1) Μιχ. Φαρσάρη, πρόεδρο, 2) Κώστα Σμυρνιωτάκη, γεν. γραμματέα, 3) Στέλιο Καστρινάκη, 4) Γιώργο Κανακαράκη, 5) Γιάννη Ξυλούρη, 6) Παντελή Παπαδάκη, 7) Μιχάλη Γερακουάρη, 8) Ηρακλή Μαρκουλάκη, 9) Βιβή Δερμιτζάκη, 10) Κώστα Καλμπάκη, και 11) Αικατερίνη Αποστολάκη. Αποφασίζει: 1) Να παρακολουθήσει την κηδεία του σύν. Σ.Φ. 2) Να εκφράσει τα θερμά συλλυπητήρια στην οικογένεια του εκλιπόντα. 3) Να δηλωθεί ως επίσημη πένθιμη 1 ημέρα.: [806, 854, 981, 1054]
- boxed-ad-text: Οδοντίατρος Χειρούργος. Λεωφ. Καλοκαιρινού 132 (Καμαράκι), δέχεται πρωί: 8.30-12.30. Απόγευμα: 5.30-8.00 και με ραντεβού, εκτός Τετάρτης απόγευμα και Σαββάτου. Πληροφορίες τηλ. 243910.: [63, 606, 237, 662]
- notice-title: ΨΗΦΙΣΜΑ του δικηγορικού Συλλόγου: [821, 813, 966, 847]
- doctor-ad: [435, 1407, 607, 1476]
- notice-header: ΕΛΛΗΝΙΚΗ ΔΗΜΟΚΡΑΤΙΑ ΥΠΟΥΡΓΕΙΟ ΕΘΝ. ΑΜΥΝΑΣ ΓΕΝ. ΕΠΙΤΕΛΕΙΟ ΕΘΝ. ΑΜΥΝΑΣ ΔΙΕΥΘΥΝΣΗ ΚΑΤΑΣΚΕΥΗΣ ΕΡΓΩΝ ΑΝΑΣΥΓΚΡΟΤΗΣΕΩΣ 7η ΜΟΜΑ ΓΡΑΦΕΙΟ ΠΡΟΣΩΠΙΚΟΥ: [1192, 783, 1351, 840]
- ad: ΖΗΤΕΙΤΑΙ κυρία για φύλαξη κοριτσιού 3,5 ετών στο σπίτι του, (περ. Πατελλάνι). Τηλ. 223.244 από 10-1μμ. και 6-9μμ. (Ζ409): [806, 185, 981, 220]
- doctor-name: ΓΕΩΡΓ. Χ. ΝΕΟΦΗΤΙΣΤΟΣ ΙΑΤΡΟΣ ΕΙΔΙΚΟΣ ΠΑΘΟΛΟΓΟΣ: [255, 999, 416, 1022]
- doctor-details: Δέχεται εις και πρώην Τσακίρη 20 και Γιαμαλάκη ώρες ιατρείου 8.30-1.30 μ.μ., 5-8 μ.μ. Τηλ. Ιατρείου: 221107, τηλ. οικίας 283890.: [63, 1022, 230, 1067]
- boxed-ad: [1369, 496, 1592, 564]
- notice-body: Η 7η ΜΟΜΑ προκηρύσσει δημοπρασία με σφραγισμένες προσφορές ενιαίο ποσοστό έκπτωσης στις τιμές του Τιμολογίου σύμφωνα με τις διατάξεις του Ν. 1418/84 και Π.Δ. 609/85 για την ανάδειξη αναδόχου για την κατασκευή Τεχν. Έργων στο έργο Τμηματική Ολοκλήρωση δρόμου Φρόνος - Καλογέρου - Βιστάγη - Πλατανιά - Φουρφουρά Ν. Ρεθύμνης, προϋπολογισμού 6.300.000 δρχ. Η Δημοπρασία θα γίνει την 8η Μαρτίου 1989 ημέρα Τετάρτη και ώρα 12.00 (λήξη) από αρμόδια επιτροπή στα Γραφεία της 7ης ΜΟΜΑ Στρατόπεδο Δασκαλογιάννη. Εγγύηση συμμετοχής: 126.000 δρχ. Το έργο χρηματοδοτείται από πιστώσεις Δημοσίων επενδύσεων. Η 7η ΜΟΜΑ επιφυλάσσεται να καταργήσει τη δημοπρασία. Τα έξοδα για την δημοσίευση της διακήρυξης βαρύνουν τον ανάδοχο.: [1369, 878, 1592, 1054]
- doctor-ad: [617, 1541, 792, 1632]
- doctor-name: Dr ΓΕΩΡΓΙΟΣ Μ. ΠΑΤΣΟΥΡΑΚΗΣ: [661, 1167, 749, 1190]
- notice-header: ΕΛΛΗΝΙΚΗ ΔΗΜΟΚΡΑΤΙΑ ΠΑΝΕΠΙΣΤΗΜΙΟ ΚΡΗΤΗΣ ΗΡΑΚΛΕΙΟ: [807, 1099, 981, 1121]
- doctor-ad: [246, 1494, 425, 1550]
- doctor-name: Μ. ΘΕΟΔΩΡΑΚΗ - ΠΑΠΠΑ Κυτταρολόγος: [454, 1217, 588, 1240]
- doctors-column-1: [57, 907, 236, 2239]
- notice-signature: Ηράκλειο Φεβρουάριος 1989 Εκ της Διοικήσεως: [1379, 1061, 1582, 1073]
